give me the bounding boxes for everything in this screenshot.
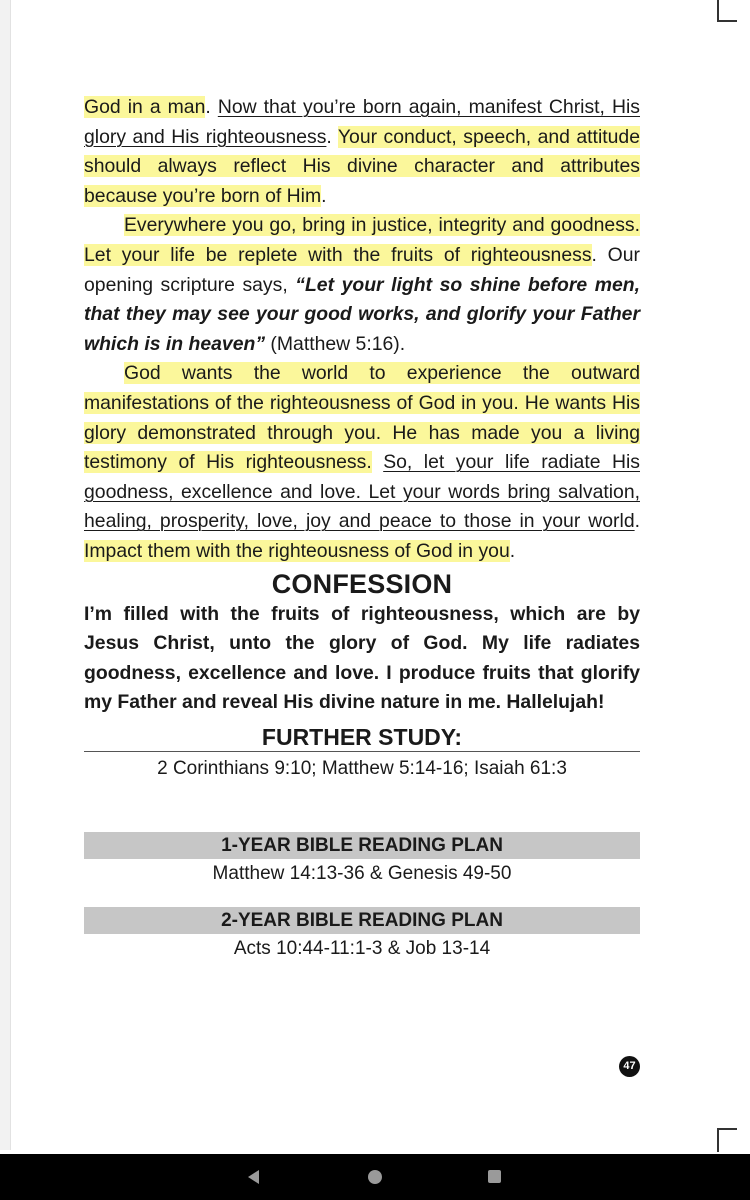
- highlighted-text: Your conduct, speech, and attitude should always reflect His divine character and attributes because you’re born of Him: [84, 125, 640, 207]
- highlighted-text: God in a man: [84, 96, 206, 118]
- confession-heading: CONFESSION: [271, 568, 453, 599]
- text-run: .: [326, 125, 338, 148]
- scripture-quote: “Let your light so shine before men, that they may see your good works, and glorify your Father which is in heaven”: [84, 273, 640, 355]
- page-content: [84, 93, 640, 963]
- one-year-plan-title: 1-YEAR BIBLE READING PLAN: [84, 832, 640, 859]
- recent-apps-icon[interactable]: [488, 1170, 501, 1183]
- text-run: [372, 451, 383, 473]
- two-year-plan-title: 2-YEAR BIBLE READING PLAN: [84, 907, 640, 934]
- underlined-text: Now that you’re born again, manifest Christ, His glory and His righteousness: [84, 96, 640, 148]
- further-study-references: 2 Corinthians 9:10; Matthew 5:14-16; Isaiah 61:3: [157, 757, 567, 779]
- one-year-plan-reading: Matthew 14:13-36 & Genesis 49-50: [212, 862, 512, 884]
- further-study-heading: FURTHER STUDY:: [84, 723, 640, 752]
- home-icon[interactable]: [368, 1170, 382, 1184]
- system-navigation-bar: [0, 1154, 750, 1200]
- page-number-badge: 47: [619, 1056, 640, 1077]
- body-paragraph: [84, 211, 640, 359]
- confession-text: I’m filled with the fruits of righteousness, which are by Jesus Christ, unto the glory of God. My life radiates goodness, excellence and love. I produce fruits that glorify my Father and reveal His divine nature in me. Hallelujah!: [84, 602, 640, 714]
- crop-mark-top-icon: [717, 0, 737, 22]
- text-run: . Our opening scripture says,: [84, 243, 640, 296]
- highlighted-text: God wants the world to experience the outward manifestations of the righteousness of God in you. He wants His glory demonstrated through you. He has made you a living testimony of His righteousness.: [84, 362, 640, 474]
- body-paragraph: [84, 93, 640, 211]
- underlined-text: So, let your life radiate His goodness, excellence and love. Let your words bring salvation, healing, prosperity, love, joy and peace to those in your world: [84, 451, 640, 533]
- text-run: (Matthew 5:16).: [265, 332, 406, 355]
- page-left-margin: [0, 0, 11, 1150]
- text-run: .: [509, 539, 516, 562]
- body-paragraph: [84, 359, 640, 566]
- text-run: .: [321, 184, 327, 207]
- text-run: .: [205, 96, 218, 118]
- two-year-plan-reading: Acts 10:44-11:1-3 & Job 13-14: [233, 937, 491, 959]
- text-run: .: [634, 510, 640, 533]
- highlighted-text: Everywhere you go, bring in justice, integrity and goodness. Let your life be replete with the fruits of righteousness: [84, 214, 640, 266]
- crop-mark-bottom-icon: [717, 1128, 737, 1152]
- back-icon[interactable]: [248, 1170, 259, 1184]
- body-text: [84, 93, 640, 567]
- highlighted-text: Impact them with the righteousness of God in you: [84, 539, 510, 562]
